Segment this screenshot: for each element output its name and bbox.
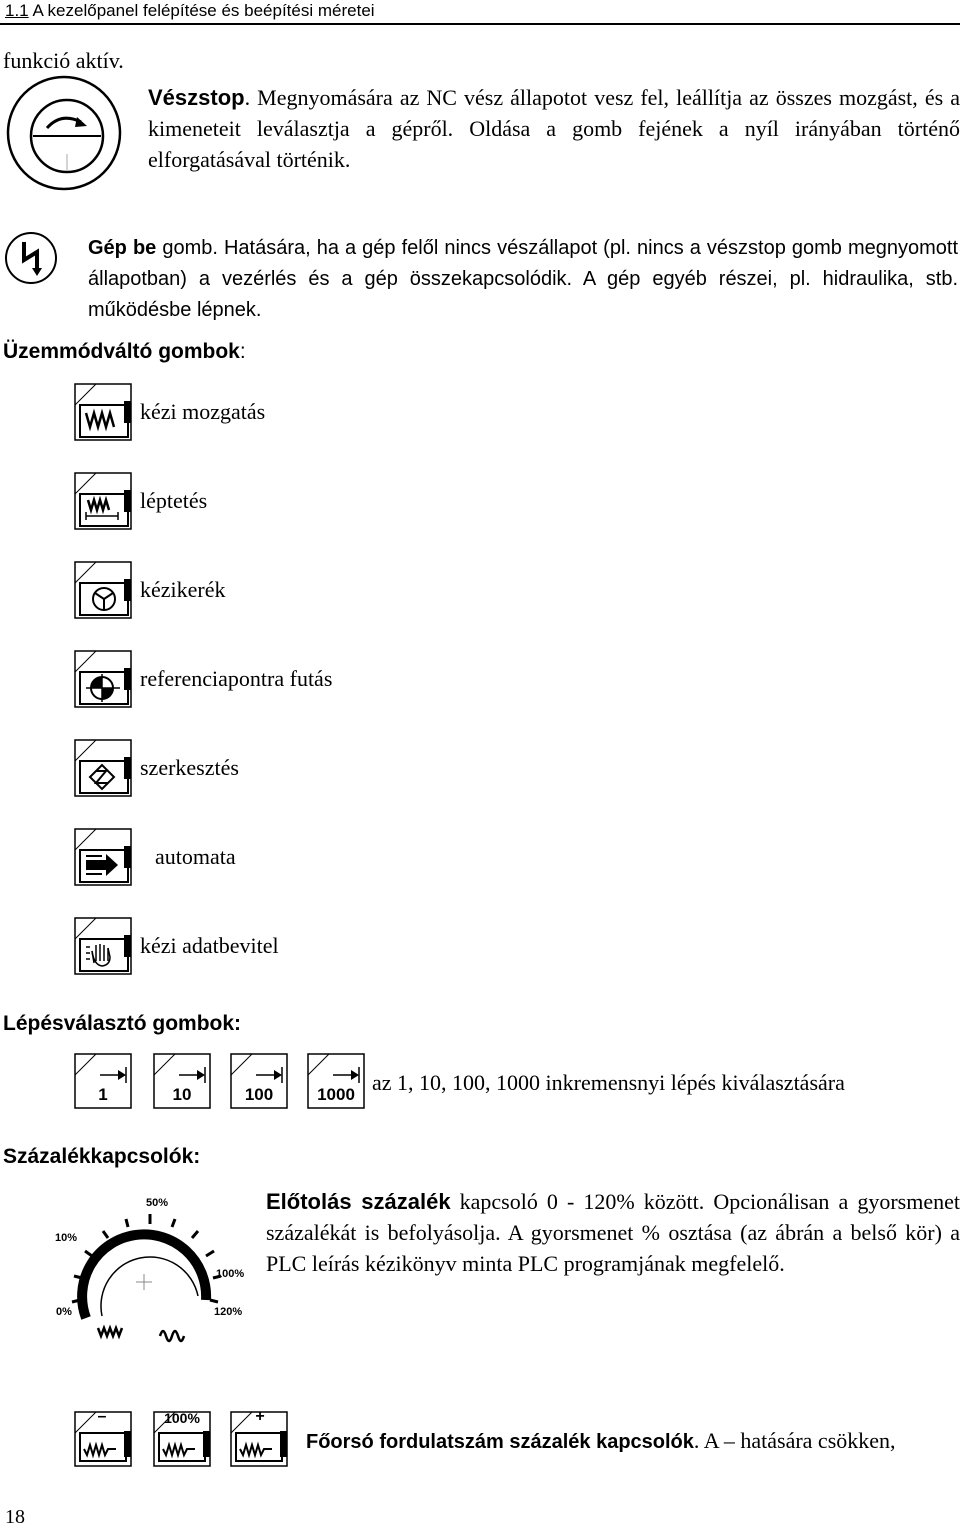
mdi-hand-icon: [86, 944, 110, 966]
step-10-label: 10: [172, 1085, 192, 1104]
incremental-mode-button[interactable]: [74, 472, 132, 530]
rapid-traverse-icon: [160, 1331, 184, 1341]
spindle-description: [306, 1428, 896, 1454]
machine-on-icon: [3, 230, 59, 286]
handwheel-icon: [93, 588, 115, 610]
step-description: az 1, 10, 100, 1000 inkremensnyi lépés kiválasztására: [372, 1070, 845, 1095]
mode-section-title: [3, 340, 246, 364]
incremental-icon: [88, 500, 109, 510]
machine-on-text: gomb. Hatására, ha a gép felől nincs vészállapot (pl. nincs a vészstop gomb megnyomott állapotban) a vezérlés és a gép összekapcsolódik. A gép egyéb részei, pl. hidraulika, stb. működésbe lépnek.: [88, 237, 958, 321]
mdi-mode-button[interactable]: [74, 917, 132, 975]
section-header: [5, 1, 375, 21]
mode-section-colon: :: [239, 340, 246, 363]
mode-label-jog: kézi mozgatás: [140, 399, 266, 424]
step-1000-label: 1000: [317, 1085, 355, 1104]
reference-point-icon: [86, 674, 120, 702]
spindle-plus-label: +: [255, 1408, 265, 1425]
edit-mode-button[interactable]: [74, 739, 132, 797]
dial-label-10: 10%: [55, 1232, 78, 1244]
percent-section-title: Százalékkapcsolók:: [3, 1145, 201, 1168]
step-1-label: 1: [98, 1085, 108, 1104]
page-number: 18: [5, 1506, 25, 1528]
emergency-stop-title: Vészstop: [148, 85, 245, 110]
feed-zigzag-icon: [98, 1328, 122, 1336]
dial-label-100: 100%: [216, 1268, 245, 1280]
feed-override-description: [266, 1186, 960, 1279]
spindle-title: Főorsó fordulatszám százalék kapcsolók: [306, 1431, 694, 1453]
mode-label-incremental: léptetés: [140, 488, 208, 513]
emergency-stop-description: [148, 82, 960, 175]
dial-label-120: 120%: [214, 1306, 243, 1318]
spindle-minus-label: –: [97, 1408, 107, 1425]
mode-label-reference: referenciapontra futás: [140, 666, 333, 691]
step-100-label: 100: [244, 1085, 274, 1104]
spindle-100-label: 100%: [164, 1410, 200, 1426]
section-title: A kezelőpanel felépítése és beépítési méretei: [32, 1, 375, 20]
dial-label-50: 50%: [146, 1197, 169, 1209]
machine-on-title: Gép be: [88, 237, 157, 259]
machine-on-description: [88, 233, 958, 326]
feed-override-title: Előtolás százalék: [266, 1189, 451, 1214]
jog-icon: [86, 413, 114, 427]
section-number: 1.1: [5, 1, 29, 20]
mode-label-handwheel: kézikerék: [140, 577, 226, 602]
handwheel-mode-button[interactable]: [74, 561, 132, 619]
mode-label-mdi: kézi adatbevitel: [140, 933, 279, 958]
spindle-zigzag-icon: [84, 1445, 116, 1455]
automatic-icon: [86, 854, 118, 876]
automatic-mode-button[interactable]: [74, 828, 132, 886]
mode-section-title-text: Üzemmódváltó gombok: [3, 340, 240, 363]
spindle-text: . A – hatására csökken,: [693, 1428, 896, 1453]
mode-label-automatic: automata: [155, 844, 236, 869]
intro-line: funkció aktív.: [3, 48, 124, 73]
emergency-stop-text: . Megnyomására az NC vész állapotot vesz fel, leállítja az összes mozgást, és a kimeneteit leválasztja a gépről. Oldása a gomb fejének a nyíl irányában történő elforgatásával történik.: [148, 85, 960, 172]
reference-point-mode-button[interactable]: [74, 650, 132, 708]
dial-label-0: 0%: [56, 1306, 72, 1318]
edit-icon: [90, 765, 114, 789]
emergency-stop-icon: [5, 74, 123, 192]
header-rule: [0, 23, 960, 25]
step-section-title: Lépésválasztó gombok:: [3, 1012, 242, 1035]
mode-label-edit: szerkesztés: [140, 755, 239, 780]
feed-override-text: kapcsoló 0 - 120% között. Opcionálisan a gyorsmenet százalékát is befolyásolja. A gyorsmenet % osztása (az ábrán a belső kör) a PLC leírás kézikönyv minta PLC programjának megfelelő.: [266, 1189, 960, 1276]
jog-mode-button[interactable]: [74, 383, 132, 441]
